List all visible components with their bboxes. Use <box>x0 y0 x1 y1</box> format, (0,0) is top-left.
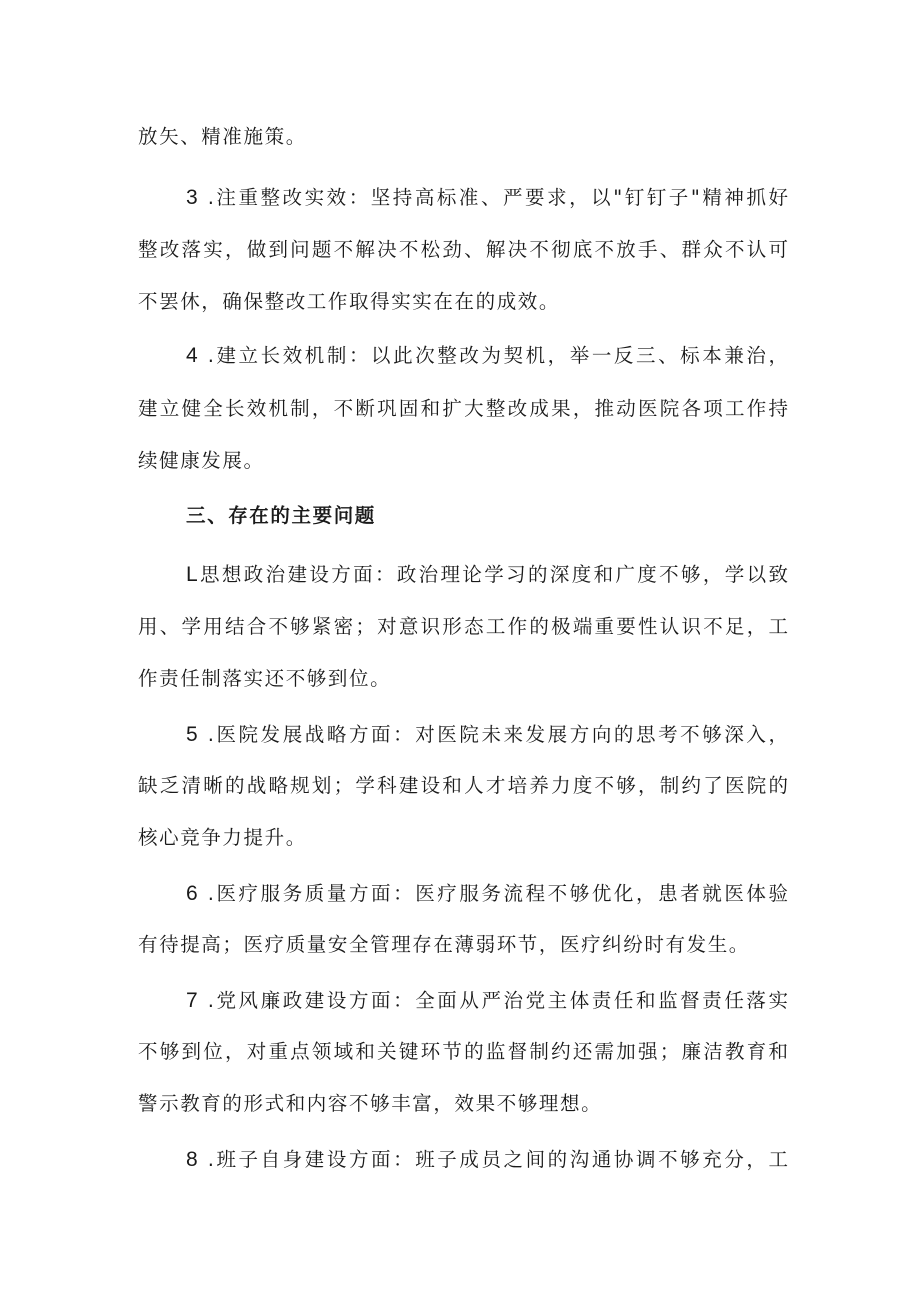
item-l-mark: L <box>186 563 198 586</box>
item-l-line-1 <box>186 562 788 588</box>
item-l-text: 思想政治建设方面：政治理论学习的深度和广度不够，学以致 <box>197 563 788 586</box>
item-5-line-1 <box>186 722 788 748</box>
item-7-line-3: 警示教育的形式和内容不够丰富，效果不够理想。 <box>138 1092 603 1115</box>
item-7-line-2: 不够到位，对重点领域和关键环节的监督制约还需加强；廉洁教育和 <box>138 1040 788 1063</box>
item-7-line-1 <box>186 988 788 1014</box>
item-4-line-2: 建立健全长效机制，不断巩固和扩大整改成果，推动医院各项工作持 <box>138 397 788 420</box>
item-l-line-2: 用、学用结合不够紧密；对意识形态工作的极端重要性认识不足，工 <box>138 615 788 638</box>
item-6-line-2: 有待提高；医疗质量安全管理存在薄弱环节，医疗纠纷时有发生。 <box>138 933 750 956</box>
section-heading: 三、存在的主要问题 <box>186 504 376 527</box>
item-8-line-1 <box>186 1147 788 1173</box>
item-3-text: .注重整改实效：坚持高标准、严要求，以"钉钉子"精神抓好 <box>207 186 788 209</box>
item-8-text: .班子自身建设方面：班子成员之间的沟通协调不够充分，工 <box>207 1148 788 1171</box>
item-5-line-2: 缺乏清晰的战略规划；学科建设和人才培养力度不够，制约了医院的 <box>138 774 788 797</box>
item-5-line-3: 核心竞争力提升。 <box>138 826 307 849</box>
item-4-number: 4 <box>186 344 198 367</box>
item-3-number: 3 <box>186 186 198 209</box>
item-6-text: .医疗服务质量方面：医疗服务流程不够优化，患者就医体验 <box>207 882 788 905</box>
item-3-line-1 <box>186 185 788 211</box>
item-l-line-3: 作责任制落实还不够到位。 <box>138 667 392 690</box>
paragraph-continuation-line: 放矢、精准施策。 <box>138 125 307 148</box>
item-4-line-1 <box>186 343 788 369</box>
item-4-line-3: 续健康发展。 <box>138 449 265 472</box>
item-4-text: .建立长效机制：以此次整改为契机，举一反三、标本兼治， <box>207 344 788 367</box>
item-5-text: .医院发展战略方面：对医院未来发展方向的思考不够深入， <box>207 723 788 746</box>
item-7-text: .党风廉政建设方面：全面从严治党主体责任和监督责任落实 <box>207 989 788 1012</box>
item-8-number: 8 <box>186 1148 198 1171</box>
item-3-line-3: 不罢休，确保整改工作取得实实在在的成效。 <box>138 290 561 313</box>
item-5-number: 5 <box>186 723 198 746</box>
item-6-number: 6 <box>186 882 198 905</box>
item-6-line-1 <box>186 881 788 907</box>
item-3-line-2: 整改落实，做到问题不解决不松劲、解决不彻底不放手、群众不认可 <box>138 238 788 261</box>
item-7-number: 7 <box>186 989 198 1012</box>
